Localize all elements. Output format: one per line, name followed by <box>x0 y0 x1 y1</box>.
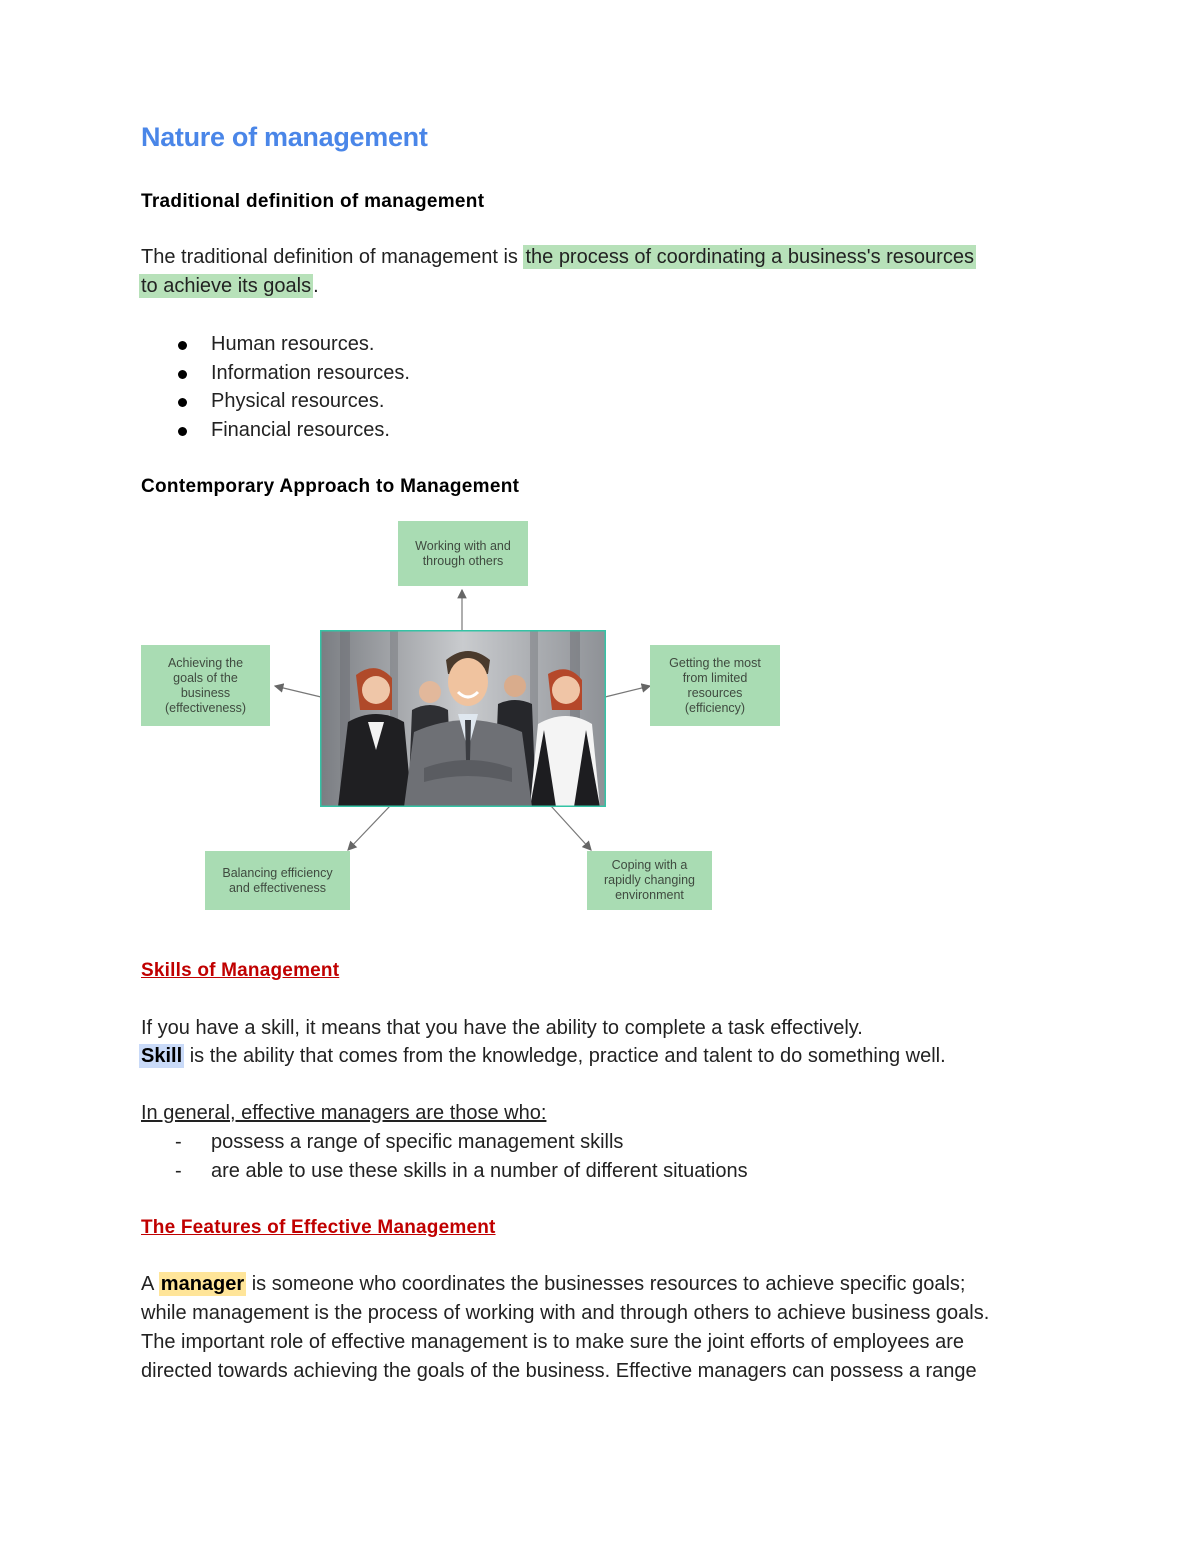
definition-highlight-1: the process of coordinating a business's resources <box>525 246 974 268</box>
definition-highlight-2: to achieve its goals <box>141 275 312 297</box>
team-photo <box>320 630 606 807</box>
list-item: Financial resources. <box>141 416 410 445</box>
diagram-box-top: Working with and through others <box>398 521 528 586</box>
skills-general: In general, effective managers are those who: <box>141 1102 547 1124</box>
skills-points-list <box>141 1128 748 1186</box>
arrow-bottom-left <box>348 806 390 850</box>
arrow-right <box>605 686 650 697</box>
definition-intro: The traditional definition of management is <box>141 246 524 268</box>
diagram-box-bottom-right: Coping with a rapidly changing environment <box>587 851 712 910</box>
diagram-box-right: Getting the most from limited resources (efficiency) <box>650 645 780 726</box>
list-item: - are able to use these skills in a number of different situations <box>175 1160 748 1182</box>
list-item: Information resources. <box>141 359 410 388</box>
list-item: Physical resources. <box>141 387 410 416</box>
list-item: Human resources. <box>141 330 410 359</box>
skill-term: Skill <box>141 1045 183 1067</box>
page-title: Nature of management <box>141 122 428 152</box>
skills-line1: If you have a skill, it means that you have the ability to complete a task effectively. <box>141 1017 863 1039</box>
traditional-heading: Traditional definition of management <box>141 191 485 212</box>
features-line1: A manager is someone who coordinates the businesses resources to achieve specific goals; <box>141 1273 966 1295</box>
definition-end: . <box>313 275 319 297</box>
skills-line2: Skill is the ability that comes from the knowledge, practice and talent to do something well. <box>141 1045 946 1067</box>
contemporary-heading: Contemporary Approach to Management <box>141 476 520 497</box>
skills-heading: Skills of Management <box>141 960 340 981</box>
features-heading: The Features of Effective Management <box>141 1217 496 1238</box>
manager-term: manager <box>160 1273 245 1295</box>
arrow-bottom-right <box>551 806 591 850</box>
features-line4: directed towards achieving the goals of the business. Effective managers can possess a range <box>141 1360 977 1382</box>
arrow-left <box>275 686 321 697</box>
list-item: - possess a range of specific management skills <box>175 1131 624 1153</box>
features-line3: The important role of effective management is to make sure the joint efforts of employees are <box>141 1331 965 1353</box>
features-paragraph <box>141 1270 1081 1386</box>
diagram-box-left: Achieving the goals of the business (effectiveness) <box>141 645 270 726</box>
features-line2: while management is the process of working with and through others to achieve business goals. <box>141 1302 990 1324</box>
diagram-box-bottom-left: Balancing efficiency and effectiveness <box>205 851 350 910</box>
